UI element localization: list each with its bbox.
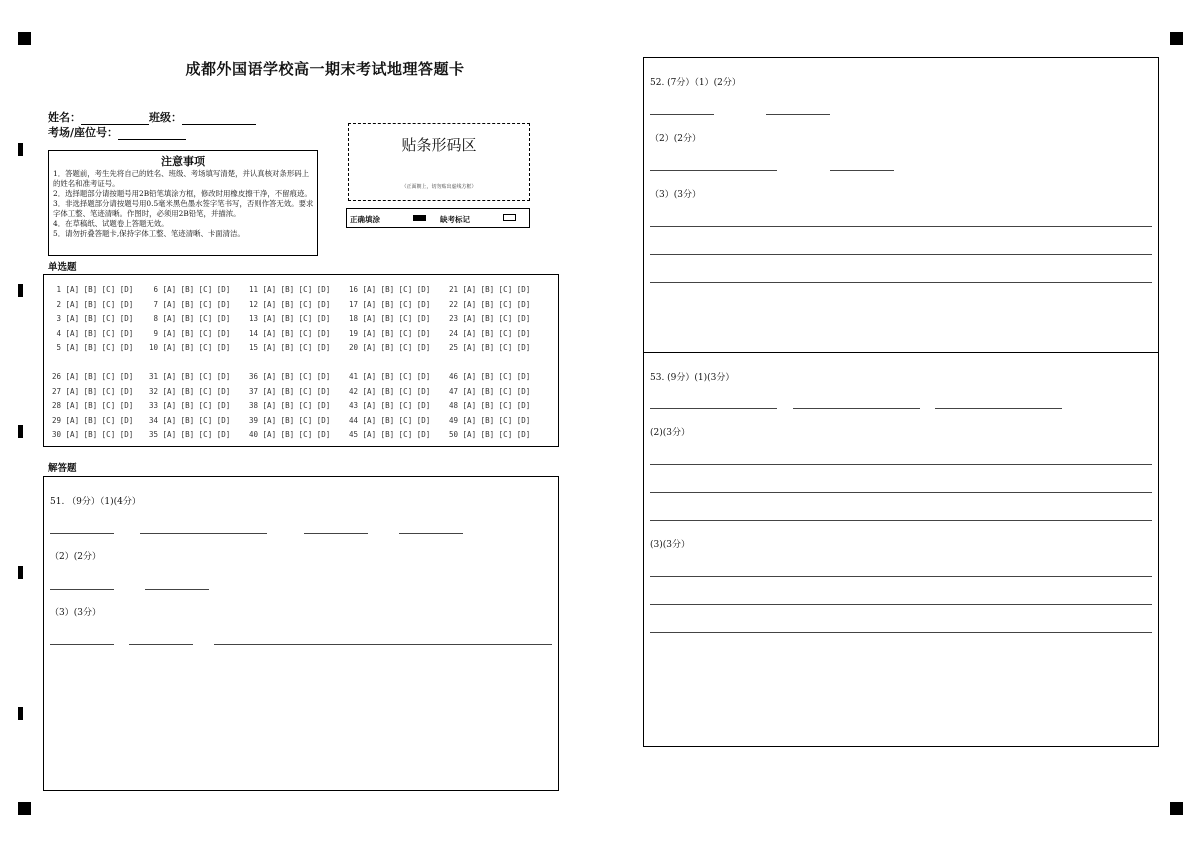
q53-part2: (2)(3分）: [650, 428, 690, 438]
answer-line[interactable]: [650, 170, 777, 171]
correct-fill-swatch: [413, 215, 426, 221]
answer-line[interactable]: [304, 533, 368, 534]
q53-heading: 53. (9分）(1)(3分）: [650, 373, 735, 383]
absent-mark-checkbox[interactable]: [503, 214, 516, 221]
q53-answer-box[interactable]: [643, 352, 1159, 747]
mc-question-50[interactable]: 50 [A] [B] [C] [D]: [449, 430, 531, 439]
answer-line[interactable]: [830, 170, 894, 171]
absent-mark-label: 缺考标记: [440, 215, 470, 224]
mc-question-10[interactable]: 10 [A] [B] [C] [D]: [149, 343, 231, 352]
mc-question-6[interactable]: 6 [A] [B] [C] [D]: [149, 285, 231, 294]
answer-line[interactable]: [50, 533, 114, 534]
answer-section-label: 解答题: [48, 463, 77, 474]
mc-question-4[interactable]: 4 [A] [B] [C] [D]: [52, 328, 134, 338]
mc-question-28[interactable]: 28 [A] [B] [C] [D]: [52, 401, 134, 410]
class-field[interactable]: [182, 113, 256, 125]
answer-line[interactable]: [214, 644, 552, 645]
answer-line[interactable]: [650, 464, 1152, 465]
q52-part2: （2）(2分）: [650, 134, 701, 144]
answer-line[interactable]: [650, 408, 777, 409]
mc-question-40[interactable]: 40 [A] [B] [C] [D]: [249, 430, 331, 439]
mc-question-44[interactable]: 44 [A] [B] [C] [D]: [349, 415, 431, 425]
timing-mark: [18, 143, 23, 156]
barcode-area: [348, 123, 530, 201]
mc-question-19[interactable]: 19 [A] [B] [C] [D]: [349, 328, 431, 338]
answer-line[interactable]: [650, 226, 1152, 227]
mc-question-39[interactable]: 39 [A] [B] [C] [D]: [249, 415, 331, 425]
answer-line[interactable]: [399, 533, 463, 534]
answer-line[interactable]: [935, 408, 1062, 409]
answer-line[interactable]: [650, 492, 1152, 493]
name-label: 姓名：: [48, 111, 81, 124]
mc-question-25[interactable]: 25 [A] [B] [C] [D]: [449, 343, 531, 352]
mc-question-33[interactable]: 33 [A] [B] [C] [D]: [149, 401, 231, 410]
answer-line[interactable]: [766, 114, 830, 115]
mc-question-22[interactable]: 22 [A] [B] [C] [D]: [449, 299, 531, 309]
q53-part3: (3)(3分）: [650, 540, 690, 550]
registration-mark-top-left: [18, 32, 31, 45]
barcode-title: 贴条形码区: [401, 136, 477, 154]
answer-line[interactable]: [650, 576, 1152, 577]
answer-line[interactable]: [793, 408, 920, 409]
answer-line[interactable]: [145, 589, 209, 590]
timing-mark: [18, 707, 23, 720]
mc-question-48[interactable]: 48 [A] [B] [C] [D]: [449, 401, 531, 410]
timing-mark: [18, 284, 23, 297]
mc-question-24[interactable]: 24 [A] [B] [C] [D]: [449, 328, 531, 338]
mc-question-32[interactable]: 32 [A] [B] [C] [D]: [149, 386, 231, 396]
correct-fill-label: 正确填涂: [350, 215, 380, 224]
mc-question-20[interactable]: 20 [A] [B] [C] [D]: [349, 343, 431, 352]
mc-question-18[interactable]: 18 [A] [B] [C] [D]: [349, 314, 431, 323]
mc-question-29[interactable]: 29 [A] [B] [C] [D]: [52, 415, 134, 425]
mc-question-26[interactable]: 26 [A] [B] [C] [D]: [52, 372, 134, 381]
mc-question-21[interactable]: 21 [A] [B] [C] [D]: [449, 285, 531, 294]
barcode-note: （正面朝上，切勿贴出虚线方框）: [401, 184, 477, 190]
timing-mark: [18, 425, 23, 438]
answer-line[interactable]: [50, 589, 114, 590]
timing-mark: [18, 566, 23, 579]
mc-question-11[interactable]: 11 [A] [B] [C] [D]: [249, 285, 331, 294]
mc-question-12[interactable]: 12 [A] [B] [C] [D]: [249, 299, 331, 309]
mc-question-35[interactable]: 35 [A] [B] [C] [D]: [149, 430, 231, 439]
answer-line[interactable]: [650, 282, 1152, 283]
mc-question-8[interactable]: 8 [A] [B] [C] [D]: [149, 314, 231, 323]
answer-line[interactable]: [650, 520, 1152, 521]
notice-item: 3．非选择题部分请按题号用0.5毫米黑色墨水签字笔书写，否则作答无效。要求字体工整、笔迹清晰。作图时，必须用2B铅笔，并描浓。: [53, 199, 314, 218]
answer-line[interactable]: [140, 533, 267, 534]
mc-question-38[interactable]: 38 [A] [B] [C] [D]: [249, 401, 331, 410]
mc-question-37[interactable]: 37 [A] [B] [C] [D]: [249, 386, 331, 396]
q52-answer-box[interactable]: [643, 57, 1159, 353]
registration-mark-bottom-left: [18, 802, 31, 815]
notice-item: 5．请勿折叠答题卡,保持字体工整、笔迹清晰、卡面清洁。: [53, 229, 245, 238]
mc-question-47[interactable]: 47 [A] [B] [C] [D]: [449, 386, 531, 396]
notice-box: [48, 150, 318, 256]
room-seat-row: [48, 124, 186, 140]
answer-line[interactable]: [129, 644, 193, 645]
mc-question-23[interactable]: 23 [A] [B] [C] [D]: [449, 314, 531, 323]
answer-line[interactable]: [650, 632, 1152, 633]
mc-question-9[interactable]: 9 [A] [B] [C] [D]: [149, 328, 231, 338]
mc-question-1[interactable]: 1 [A] [B] [C] [D]: [52, 285, 134, 294]
mc-question-17[interactable]: 17 [A] [B] [C] [D]: [349, 299, 431, 309]
mc-question-7[interactable]: 7 [A] [B] [C] [D]: [149, 299, 231, 309]
mc-question-30[interactable]: 30 [A] [B] [C] [D]: [52, 430, 134, 439]
answer-line[interactable]: [50, 644, 114, 645]
notice-list: [49, 169, 317, 239]
mc-question-41[interactable]: 41 [A] [B] [C] [D]: [349, 372, 431, 381]
q52-part3: （3）(3分）: [650, 190, 701, 200]
mc-question-27[interactable]: 27 [A] [B] [C] [D]: [52, 386, 134, 396]
q51-part2: （2）(2分）: [50, 552, 101, 562]
room-seat-label: 考场/座位号：: [48, 126, 119, 139]
mc-question-49[interactable]: 49 [A] [B] [C] [D]: [449, 415, 531, 425]
notice-item: 4．在草稿纸、试题卷上答题无效。: [53, 219, 169, 228]
answer-line[interactable]: [650, 254, 1152, 255]
notice-title: 注意事项: [161, 155, 205, 168]
name-row: [48, 109, 256, 125]
answer-line[interactable]: [650, 114, 714, 115]
mc-question-5[interactable]: 5 [A] [B] [C] [D]: [52, 343, 134, 352]
fill-legend: [346, 208, 530, 228]
mc-question-3[interactable]: 3 [A] [B] [C] [D]: [52, 314, 134, 323]
mc-question-15[interactable]: 15 [A] [B] [C] [D]: [249, 343, 331, 352]
mc-question-45[interactable]: 45 [A] [B] [C] [D]: [349, 430, 431, 439]
q51-heading: 51. （9分）（1)(4分）: [50, 497, 141, 507]
q51-answer-box[interactable]: [43, 476, 559, 791]
mc-question-16[interactable]: 16 [A] [B] [C] [D]: [349, 285, 431, 294]
mc-grid: [43, 274, 559, 447]
mc-question-34[interactable]: 34 [A] [B] [C] [D]: [149, 415, 231, 425]
mc-question-43[interactable]: 43 [A] [B] [C] [D]: [349, 401, 431, 410]
mc-question-13[interactable]: 13 [A] [B] [C] [D]: [249, 314, 331, 323]
registration-mark-bottom-right: [1170, 802, 1183, 815]
registration-mark-top-right: [1170, 32, 1183, 45]
notice-item: 2．选择题部分请按题号用2B铅笔填涂方框，修改时用橡皮擦干净，不留痕迹。: [53, 189, 312, 198]
mc-question-36[interactable]: 36 [A] [B] [C] [D]: [249, 372, 331, 381]
mc-section-label: 单选题: [48, 262, 77, 273]
mc-question-2[interactable]: 2 [A] [B] [C] [D]: [52, 299, 134, 309]
mc-question-14[interactable]: 14 [A] [B] [C] [D]: [249, 328, 331, 338]
q52-heading: 52. (7分）（1）(2分）: [650, 78, 741, 88]
page-title: 成都外国语学校高一期末考试地理答题卡: [185, 60, 465, 78]
class-label: 班级：: [149, 111, 182, 124]
mc-question-46[interactable]: 46 [A] [B] [C] [D]: [449, 372, 531, 381]
mc-question-42[interactable]: 42 [A] [B] [C] [D]: [349, 386, 431, 396]
mc-question-31[interactable]: 31 [A] [B] [C] [D]: [149, 372, 231, 381]
room-seat-field[interactable]: [118, 128, 186, 140]
answer-line[interactable]: [650, 604, 1152, 605]
q51-part3: （3）(3分）: [50, 608, 101, 618]
notice-item: 1．答题前，考生先将自己的姓名、班级、考场填写清楚，并认真核对条形码上的姓名和准考证号。: [53, 169, 309, 188]
